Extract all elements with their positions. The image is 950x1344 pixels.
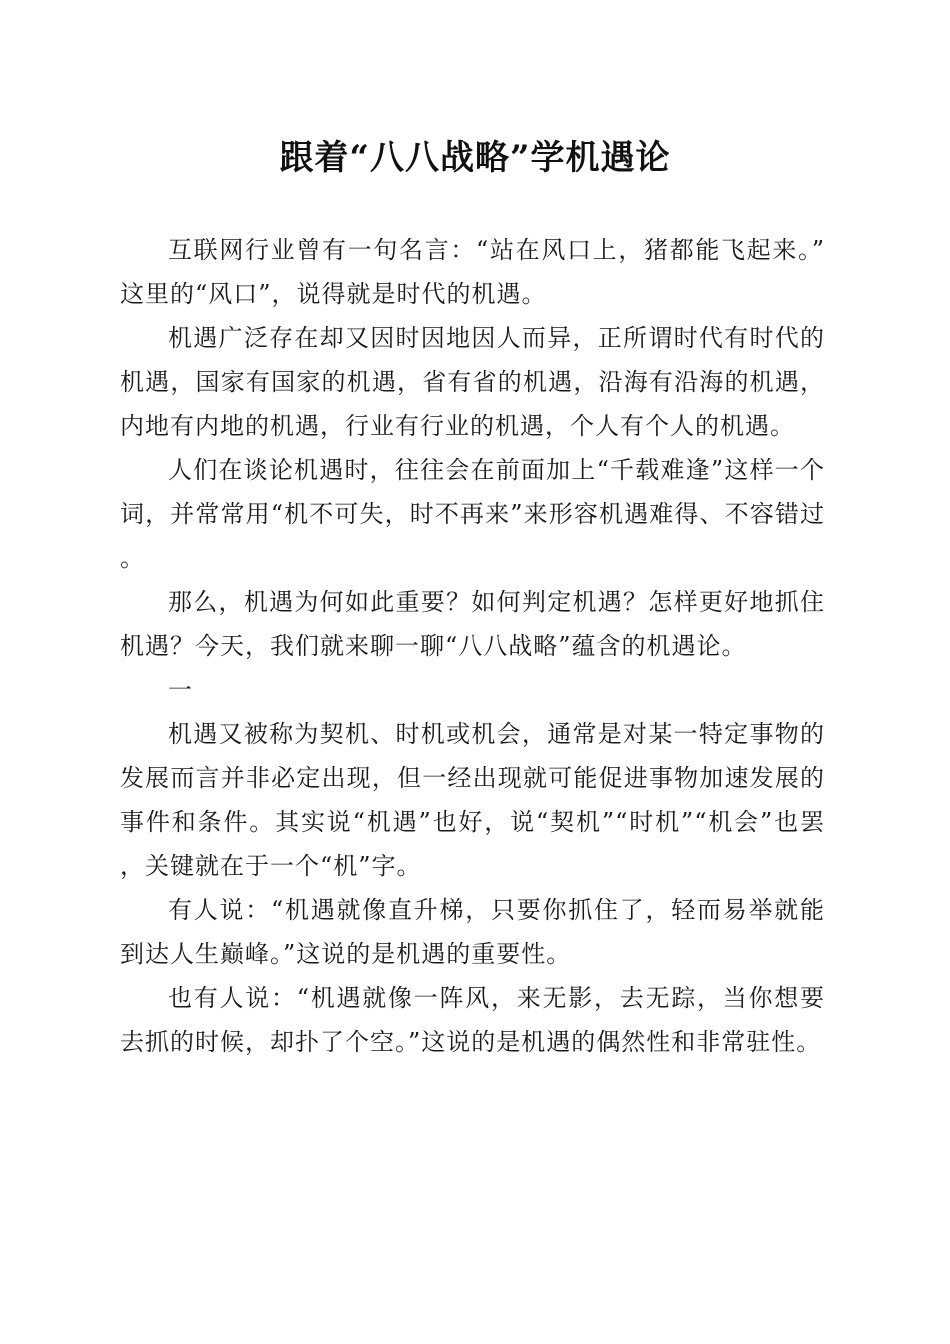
document-body	[120, 228, 825, 1064]
paragraph-5: 机遇又被称为契机、时机或机会，通常是对某一特定事物的发展而言并非必定出现，但一经出现就可能促进事物加速发展的事件和条件。其实说“机遇”也好，说“契机”“时机”“机会”也罢，关键就在于一个“机”字。	[120, 720, 825, 880]
paragraph-1: 互联网行业曾有一句名言：“站在风口上，猪都能飞起来。”这里的“风口”，说得就是时代的机遇。	[120, 236, 825, 308]
paragraph-2: 机遇广泛存在却又因时因地因人而异，正所谓时代有时代的机遇，国家有国家的机遇，省有省的机遇，沿海有沿海的机遇，内地有内地的机遇，行业有行业的机遇，个人有个人的机遇。	[120, 324, 825, 440]
paragraph-3: 人们在谈论机遇时，往往会在前面加上“千载难逢”这样一个词，并常常用“机不可失，时不再来”来形容机遇难得、不容错过。	[120, 456, 825, 572]
paragraph-7: 也有人说：“机遇就像一阵风，来无影，去无踪，当你想要去抓的时候，却扑了个空。”这说的是机遇的偶然性和非常驻性。	[120, 984, 825, 1056]
paragraph-4: 那么，机遇为何如此重要？如何判定机遇？怎样更好地抓住机遇？今天，我们就来聊一聊“八八战略”蕴含的机遇论。	[120, 588, 825, 660]
document-title: 跟着“八八战略”学机遇论	[279, 138, 671, 178]
section-heading-one: 一	[168, 676, 193, 704]
paragraph-6: 有人说：“机遇就像直升梯，只要你抓住了，轻而易举就能到达人生巅峰。”这说的是机遇的重要性。	[120, 896, 825, 968]
